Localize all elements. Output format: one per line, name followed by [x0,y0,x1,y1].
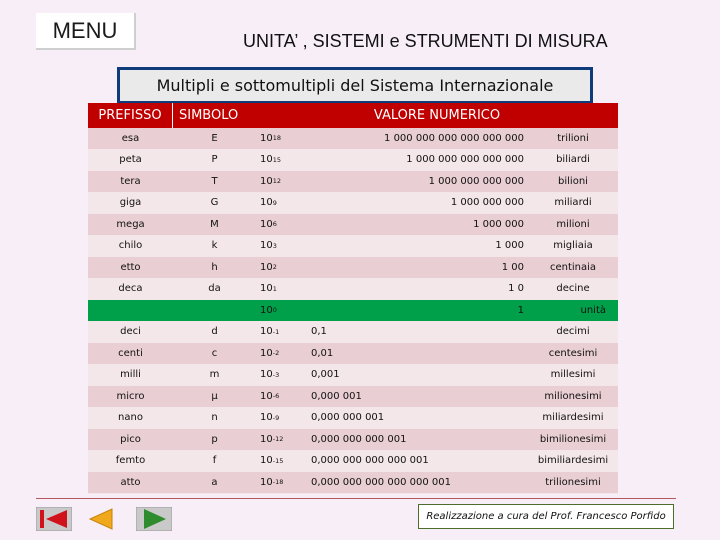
table-row [88,150,618,172]
prefix-cell: deci [120,326,141,338]
power-cell: 10 3 [260,240,277,252]
table-header [88,103,618,128]
symbol-cell: da [208,283,221,295]
name-cell: trilionesimi [545,476,601,488]
power-cell: 10 -9 [260,412,280,424]
power-cell: 10 -18 [260,476,284,488]
footer-divider [36,498,676,499]
prefix-cell: mega [116,218,145,230]
power-base: 10 [260,304,273,316]
table-row [88,128,618,150]
symbol-cell: p [211,433,218,445]
name-cell: decimi [556,326,590,338]
name-cell: bimilionesimi [539,433,607,445]
power-base: 10 [260,369,273,381]
prefix-cell: tera [120,175,141,187]
name-cell: migliaia [553,240,593,252]
prefix-cell: femto [115,455,146,467]
power-cell: 10 -2 [260,347,280,359]
number-cell: 1 000 000 000 [450,197,524,209]
symbol-cell: d [211,326,218,338]
table-row [88,451,618,473]
number-cell: 1 000 000 000 000 [428,175,524,187]
power-cell: 10 15 [260,154,282,166]
power-base: 10 [260,326,273,338]
power-base: 10 [260,476,273,488]
number-cell: 0,01 [311,347,334,359]
table-row [88,193,618,215]
power-cell: 10 1 [260,283,277,295]
number-cell: 1 00 [501,261,524,273]
symbol-cell: µ [211,390,218,402]
power-base: 10 [260,390,273,402]
header-prefix: PREFISSO [88,103,173,128]
number-cell: 1 000 [495,240,524,252]
previous-button[interactable] [84,507,120,531]
number-cell: 0,000 000 001 [311,412,385,424]
name-cell: miliardesimi [542,412,604,424]
table-row [88,214,618,236]
prefix-cell: atto [120,476,141,488]
number-cell: 1 0 [508,283,524,295]
next-button[interactable] [136,507,172,531]
number-cell: 0,001 [311,369,340,381]
power-base: 10 [260,154,273,166]
number-cell: 0,1 [311,326,327,338]
symbol-cell: f [212,455,217,467]
prefix-cell: giga [119,197,142,209]
power-cell: 10 -6 [260,390,280,402]
author-credit: Realizzazione a cura del Prof. Francesco Porfido [418,504,674,529]
number-cell: 1 000 000 [473,218,524,230]
number-cell: 0,000 000 000 000 001 [311,455,429,467]
power-base: 10 [260,283,273,295]
table-row [88,472,618,494]
power-base: 10 [260,455,273,467]
name-cell: milioni [556,218,590,230]
power-base: 10 [260,261,273,273]
name-cell: miliardi [554,197,592,209]
power-base: 10 [260,218,273,230]
symbol-cell [173,300,256,321]
power-base: 10 [260,132,273,144]
name-cell: decine [556,283,590,295]
symbol-cell: n [211,412,218,424]
power-cell: 10 0 [260,304,277,316]
si-prefix-table [88,103,618,494]
power-cell: 10 6 [260,218,277,230]
name-cell: biliardi [556,154,590,166]
table-row [88,343,618,365]
prefix-cell: centi [118,347,143,359]
symbol-cell: m [209,369,220,381]
table-row [88,429,618,451]
name-cell: bimiliardesimi [537,455,609,467]
name-cell: milionesimi [544,390,602,402]
table-row [88,300,618,322]
symbol-cell: a [211,476,218,488]
prefix-cell: deca [118,283,143,295]
name-cell: unità [580,304,606,316]
power-base: 10 [260,347,273,359]
power-base: 10 [260,175,273,187]
symbol-cell: T [211,175,218,187]
prefix-cell: micro [116,390,145,402]
power-cell: 10 12 [260,175,282,187]
symbol-cell: M [210,218,219,230]
number-cell: 1 [517,304,524,316]
number-cell: 1 000 000 000 000 000 000 [384,132,524,144]
table-row [88,257,618,279]
table-body [88,128,618,494]
power-cell: 10 18 [260,132,282,144]
prefix-cell [88,300,173,321]
symbol-cell: G [210,197,219,209]
name-cell: trilioni [557,132,589,144]
symbol-cell: E [211,132,218,144]
name-cell: centesimi [548,347,598,359]
symbol-cell: c [211,347,218,359]
header-symbol: SIMBOLO [179,108,239,123]
number-cell: 0,000 000 000 000 000 001 [311,476,451,488]
power-cell: 10 -12 [260,433,284,445]
next-icon [136,507,172,531]
table-row [88,236,618,258]
prefix-cell: chilo [118,240,143,252]
prefix-cell: pico [120,433,141,445]
name-cell: millesimi [550,369,596,381]
first-page-icon [36,507,72,531]
power-base: 10 [260,240,273,252]
prefix-cell: etto [120,261,141,273]
first-page-button[interactable] [36,507,72,531]
power-cell: 10 2 [260,261,277,273]
table-row [88,386,618,408]
power-cell: 10 -15 [260,455,284,467]
table-row [88,408,618,430]
number-cell: 1 000 000 000 000 000 [406,154,524,166]
previous-icon [84,507,120,531]
prefix-cell: milli [120,369,141,381]
table-subtitle: Multipli e sottomultipli del Sistema Internazionale [117,67,593,104]
power-base: 10 [260,412,273,424]
header-value: VALORE NUMERICO [373,108,501,123]
power-cell: 10 -1 [260,326,280,338]
symbol-cell: P [211,154,218,166]
menu-button[interactable]: MENU [36,13,136,50]
prefix-cell: esa [121,132,140,144]
page-title: UNITA’ , SISTEMI e STRUMENTI DI MISURA [243,31,608,51]
table-row [88,322,618,344]
prefix-cell: nano [118,412,143,424]
symbol-cell: h [211,261,218,273]
power-base: 10 [260,197,273,209]
power-cell: 10 -3 [260,369,280,381]
table-row [88,171,618,193]
power-base: 10 [260,433,273,445]
number-cell: 0,000 000 000 001 [311,433,407,445]
number-cell: 0,000 001 [311,390,362,402]
prefix-cell: peta [119,154,142,166]
symbol-cell: k [211,240,218,252]
table-row [88,279,618,301]
table-row [88,365,618,387]
power-cell: 10 9 [260,197,277,209]
name-cell: bilioni [558,175,588,187]
name-cell: centinaia [549,261,597,273]
